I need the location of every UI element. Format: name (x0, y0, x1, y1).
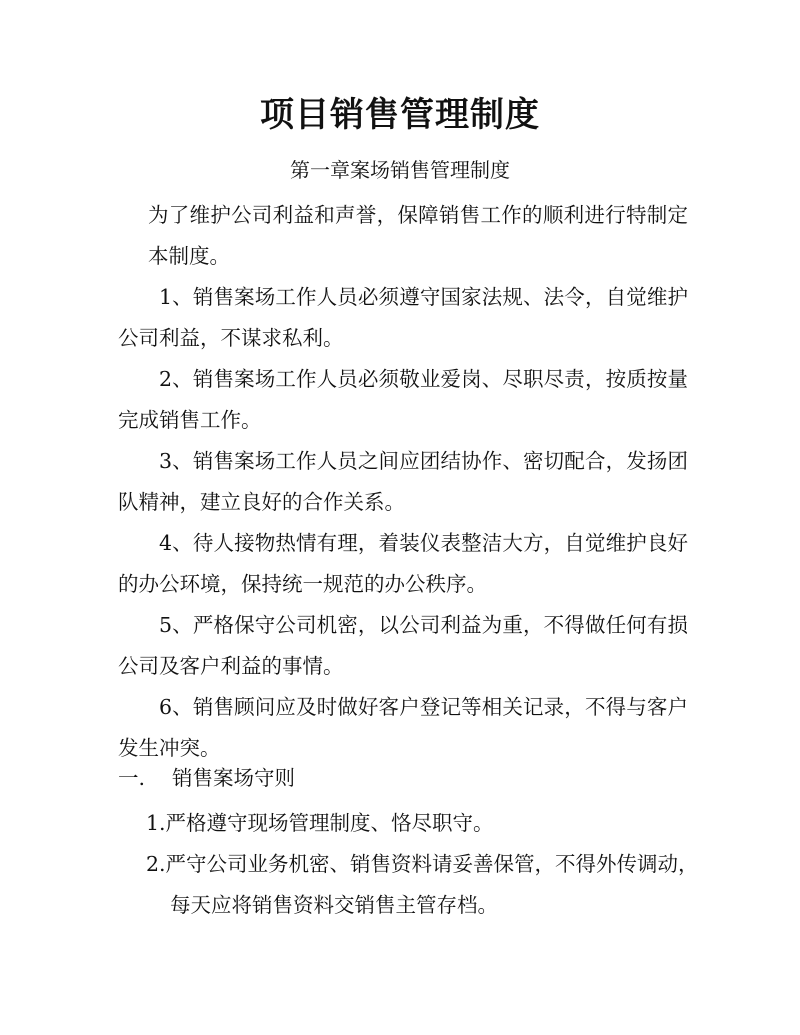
paragraph-5: 5、严格保守公司机密，以公司利益为重，不得做任何有损公司及客户利益的事情。 (118, 613, 688, 678)
section-title: 销售案场守则 (172, 766, 295, 790)
paragraph-6: 6、销售顾问应及时做好客户登记等相关记录，不得与客户发生冲突。 (118, 695, 688, 760)
chapter-heading: 第一章案场销售管理制度 (290, 158, 510, 182)
paragraph-1: 1、销售案场工作人员必须遵守国家法规、法令，自觉维护公司利益，不谋求私利。 (118, 285, 688, 350)
document-title: 项目销售管理制度 (260, 95, 540, 135)
paragraph-2: 2、销售案场工作人员必须敬业爱岗、尽职尽责，按质按量完成销售工作。 (118, 367, 688, 432)
section-number: 一. (118, 766, 146, 790)
section-heading (118, 763, 295, 793)
rule-2: 2.严守公司业务机密、销售资料请妥善保管，不得外传调动，每天应将销售资料交销售主管存档。 (146, 852, 699, 917)
intro-paragraph: 为了维护公司利益和声誉，保障销售工作的顺利进行特制定本制度。 (148, 203, 688, 268)
rule-1: 1.严格遵守现场管理制度、恪尽职守。 (146, 811, 494, 835)
paragraph-3: 3、销售案场工作人员之间应团结协作、密切配合，发扬团队精神，建立良好的合作关系。 (118, 449, 688, 514)
paragraph-4: 4、待人接物热情有理，着装仪表整洁大方，自觉维护良好的办公环境，保持统一规范的办公秩序。 (118, 531, 688, 596)
